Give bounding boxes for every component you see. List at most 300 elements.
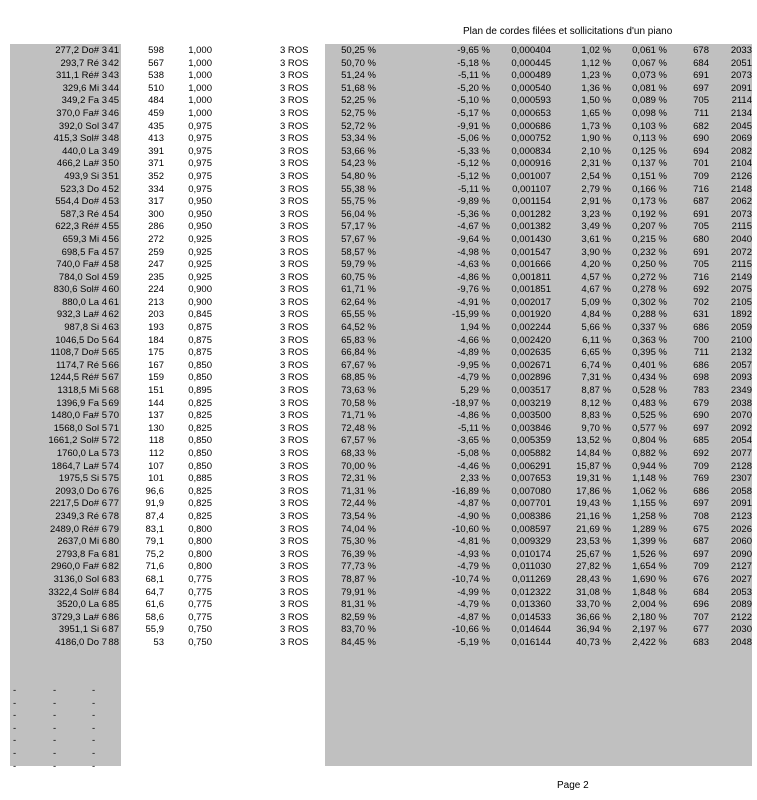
pct-b-cell: 1,526 % xyxy=(632,548,667,560)
empty-cell-dash: - xyxy=(13,710,17,722)
diameter-cell: 1,000 xyxy=(188,45,212,56)
key-number-cell: 82 xyxy=(108,561,119,573)
pct-a-cell: 2,79 % xyxy=(581,183,611,195)
key-number-cell: 68 xyxy=(108,385,119,397)
key-number-cell: 54 xyxy=(108,208,119,220)
deviation-cell: -4,87 % xyxy=(457,498,490,510)
pct-a-cell: 4,67 % xyxy=(581,284,611,296)
ratio-cell: 77,73 % xyxy=(341,561,376,573)
table-row xyxy=(0,259,757,272)
pct-b-cell: 0,067 % xyxy=(632,57,667,69)
diameter-cell: 0,800 xyxy=(188,561,212,573)
length-cell: 459 xyxy=(148,107,164,119)
key-number-cell: 63 xyxy=(108,322,119,334)
deviation-cell: -4,79 % xyxy=(457,561,490,573)
length-cell: 334 xyxy=(148,183,164,195)
diameter-cell: 0,975 xyxy=(188,158,212,170)
ratio-cell: 70,58 % xyxy=(341,397,376,409)
empty-cell-dash: - xyxy=(53,735,57,747)
freq-cell: 711 xyxy=(693,107,709,119)
empty-cell-dash: - xyxy=(53,747,57,759)
string-type-cell: 3 ROS xyxy=(280,233,309,245)
ratio-cell: 71,31 % xyxy=(341,485,376,497)
value-cell: 0,000445 xyxy=(511,57,551,69)
pct-b-cell: 0,434 % xyxy=(632,372,667,384)
key-number-cell: 59 xyxy=(108,271,119,283)
deviation-cell: -5,12 % xyxy=(457,158,490,170)
freq-cell: 697 xyxy=(693,82,709,94)
total-cell: 2058 xyxy=(730,485,752,497)
empty-cell-dash: - xyxy=(92,735,96,747)
deviation-cell: -4,86 % xyxy=(457,410,490,422)
pct-b-cell: 0,215 % xyxy=(632,233,667,245)
value-cell: 0,000653 xyxy=(511,107,551,119)
table-row xyxy=(0,549,757,562)
total-cell: 2048 xyxy=(730,636,752,648)
key-number-cell: 84 xyxy=(108,586,119,598)
key-number-cell: 41 xyxy=(108,45,119,56)
pct-a-cell: 5,66 % xyxy=(581,322,611,334)
length-cell: 247 xyxy=(148,259,164,271)
freq-cell: 708 xyxy=(693,510,709,522)
diameter-cell: 1,000 xyxy=(188,70,212,82)
note-cell: 1760,0 La 5 xyxy=(56,448,107,459)
ratio-cell: 64,52 % xyxy=(341,322,376,334)
deviation-cell: -4,99 % xyxy=(457,586,490,598)
pct-a-cell: 40,73 % xyxy=(576,636,611,648)
table-row xyxy=(0,171,757,184)
value-cell: 0,001282 xyxy=(511,208,551,220)
freq-cell: 783 xyxy=(693,385,709,397)
length-cell: 75,2 xyxy=(145,548,164,560)
total-cell: 2038 xyxy=(730,397,752,409)
total-cell: 2134 xyxy=(730,107,752,119)
value-cell: 0,003846 xyxy=(511,422,551,434)
key-number-cell: 57 xyxy=(108,246,119,258)
total-cell: 2115 xyxy=(731,221,752,233)
length-cell: 317 xyxy=(148,196,164,208)
key-number-cell: 58 xyxy=(108,259,119,271)
empty-cell-dash: - xyxy=(53,760,57,772)
total-cell: 2092 xyxy=(730,422,752,434)
deviation-cell: -4,87 % xyxy=(457,611,490,623)
pct-b-cell: 0,401 % xyxy=(632,359,667,371)
pct-a-cell: 4,57 % xyxy=(581,271,611,283)
diameter-cell: 0,775 xyxy=(188,573,212,585)
freq-cell: 707 xyxy=(693,611,709,623)
pct-b-cell: 0,113 % xyxy=(632,133,667,145)
diameter-cell: 0,875 xyxy=(188,322,212,334)
deviation-cell: -5,08 % xyxy=(457,448,490,459)
value-cell: 0,001547 xyxy=(511,246,551,258)
key-number-cell: 66 xyxy=(108,359,119,371)
table-row xyxy=(0,372,757,385)
key-number-cell: 55 xyxy=(108,221,119,233)
note-cell: 1568,0 Sol 5 xyxy=(53,422,107,434)
pct-b-cell: 0,137 % xyxy=(632,158,667,170)
table-row xyxy=(0,297,757,310)
key-number-cell: 88 xyxy=(108,636,119,648)
pct-b-cell: 0,272 % xyxy=(632,271,667,283)
pct-b-cell: 0,098 % xyxy=(632,107,667,119)
value-cell: 0,011269 xyxy=(512,573,551,585)
ratio-cell: 73,54 % xyxy=(341,510,376,522)
ratio-cell: 62,64 % xyxy=(341,296,376,308)
value-cell: 0,000540 xyxy=(511,82,551,94)
total-cell: 2033 xyxy=(730,45,752,56)
freq-cell: 696 xyxy=(693,599,709,611)
value-cell: 0,001107 xyxy=(512,183,551,195)
ratio-cell: 71,71 % xyxy=(341,410,376,422)
deviation-cell: -10,66 % xyxy=(451,624,490,636)
freq-cell: 678 xyxy=(693,45,709,56)
length-cell: 213 xyxy=(148,296,164,308)
table-row xyxy=(0,184,757,197)
empty-cell-dash: - xyxy=(13,697,17,709)
freq-cell: 694 xyxy=(693,145,709,157)
value-cell: 0,001430 xyxy=(511,233,551,245)
note-cell: 466,2 La# 3 xyxy=(56,158,107,170)
length-cell: 71,6 xyxy=(145,561,164,573)
deviation-cell: -4,98 % xyxy=(457,246,490,258)
total-cell: 2115 xyxy=(731,259,752,271)
string-type-cell: 3 ROS xyxy=(280,271,309,283)
table-row xyxy=(0,360,757,373)
note-cell: 1661,2 Sol# 5 xyxy=(48,435,107,447)
empty-cell-dash: - xyxy=(92,697,96,709)
freq-cell: 686 xyxy=(693,322,709,334)
length-cell: 484 xyxy=(148,95,164,107)
pct-b-cell: 0,250 % xyxy=(632,259,667,271)
key-number-cell: 83 xyxy=(108,573,119,585)
diameter-cell: 0,975 xyxy=(188,183,212,195)
value-cell: 0,009329 xyxy=(511,536,551,548)
note-cell: 1864,7 La# 5 xyxy=(51,460,107,472)
deviation-cell: -5,11 % xyxy=(457,70,490,82)
key-number-cell: 71 xyxy=(108,422,119,434)
string-type-cell: 3 ROS xyxy=(280,536,309,548)
ratio-cell: 52,25 % xyxy=(341,95,376,107)
ratio-cell: 82,59 % xyxy=(341,611,376,623)
note-cell: 523,3 Do 4 xyxy=(60,183,107,195)
note-cell: 493,9 Si 3 xyxy=(64,170,107,182)
length-cell: 371 xyxy=(148,158,164,170)
diameter-cell: 1,000 xyxy=(188,57,212,69)
key-number-cell: 48 xyxy=(108,133,119,145)
pct-a-cell: 4,84 % xyxy=(581,309,611,321)
total-cell: 2091 xyxy=(730,82,752,94)
value-cell: 0,000593 xyxy=(511,95,551,107)
pct-b-cell: 1,654 % xyxy=(632,561,667,573)
pct-a-cell: 1,23 % xyxy=(581,70,611,82)
total-cell: 2114 xyxy=(731,95,752,107)
freq-cell: 684 xyxy=(693,57,709,69)
key-number-cell: 47 xyxy=(108,120,119,132)
table-row xyxy=(0,612,757,625)
length-cell: 79,1 xyxy=(145,536,164,548)
freq-cell: 680 xyxy=(693,233,709,245)
note-cell: 2960,0 Fa# 6 xyxy=(51,561,107,573)
string-type-cell: 3 ROS xyxy=(280,170,309,182)
total-cell: 2089 xyxy=(730,599,752,611)
diameter-cell: 0,800 xyxy=(188,548,212,560)
freq-cell: 705 xyxy=(693,95,709,107)
key-number-cell: 86 xyxy=(108,611,119,623)
key-number-cell: 61 xyxy=(108,296,119,308)
freq-cell: 709 xyxy=(693,460,709,472)
note-cell: 2349,3 Ré 6 xyxy=(55,510,107,522)
total-cell: 2053 xyxy=(730,586,752,598)
pct-b-cell: 1,062 % xyxy=(632,485,667,497)
string-type-cell: 3 ROS xyxy=(280,70,309,82)
string-type-cell: 3 ROS xyxy=(280,208,309,220)
key-number-cell: 74 xyxy=(108,460,119,472)
page-title: Plan de cordes filées et sollicitations d'un piano xyxy=(463,26,673,37)
key-number-cell: 51 xyxy=(108,170,119,182)
string-type-cell: 3 ROS xyxy=(280,246,309,258)
string-type-cell: 3 ROS xyxy=(280,284,309,296)
pct-b-cell: 1,258 % xyxy=(632,510,667,522)
length-cell: 300 xyxy=(148,208,164,220)
key-number-cell: 81 xyxy=(108,548,119,560)
total-cell: 2030 xyxy=(730,624,752,636)
deviation-cell: 1,94 % xyxy=(460,322,490,334)
length-cell: 286 xyxy=(148,221,164,233)
empty-cell-dash: - xyxy=(92,685,96,696)
note-cell: 311,1 Ré# 3 xyxy=(55,70,107,82)
freq-cell: 701 xyxy=(693,158,709,170)
length-cell: 235 xyxy=(148,271,164,283)
empty-cell-dash: - xyxy=(92,747,96,759)
table-row xyxy=(0,561,757,574)
ratio-cell: 83,70 % xyxy=(341,624,376,636)
ratio-cell: 54,80 % xyxy=(341,170,376,182)
pct-a-cell: 1,36 % xyxy=(581,82,611,94)
deviation-cell: -9,89 % xyxy=(457,196,490,208)
note-cell: 392,0 Sol 3 xyxy=(58,120,107,132)
ratio-cell: 55,38 % xyxy=(341,183,376,195)
empty-cell-dash: - xyxy=(92,710,96,722)
key-number-cell: 70 xyxy=(108,410,119,422)
deviation-cell: -10,60 % xyxy=(451,523,490,535)
pct-a-cell: 19,43 % xyxy=(576,498,611,510)
freq-cell: 769 xyxy=(693,473,709,485)
freq-cell: 686 xyxy=(693,359,709,371)
table-row xyxy=(0,45,757,58)
deviation-cell: -9,76 % xyxy=(457,284,490,296)
total-cell: 2026 xyxy=(730,523,752,535)
pct-a-cell: 1,73 % xyxy=(581,120,611,132)
freq-cell: 631 xyxy=(693,309,709,321)
deviation-cell: 5,29 % xyxy=(460,385,490,397)
value-cell: 0,000686 xyxy=(511,120,551,132)
empty-cell-dash: - xyxy=(92,760,96,772)
pct-a-cell: 27,82 % xyxy=(576,561,611,573)
table-row xyxy=(0,587,757,600)
diameter-cell: 0,800 xyxy=(188,523,212,535)
string-type-cell: 3 ROS xyxy=(280,573,309,585)
length-cell: 87,4 xyxy=(145,510,164,522)
pct-a-cell: 5,09 % xyxy=(581,296,611,308)
deviation-cell: -9,65 % xyxy=(457,45,490,56)
freq-cell: 691 xyxy=(693,208,709,220)
key-number-cell: 50 xyxy=(108,158,119,170)
pct-a-cell: 21,16 % xyxy=(576,510,611,522)
length-cell: 193 xyxy=(148,322,164,334)
diameter-cell: 0,850 xyxy=(188,359,212,371)
empty-row xyxy=(0,735,757,748)
empty-cell-dash: - xyxy=(13,735,17,747)
length-cell: 91,9 xyxy=(145,498,164,510)
ratio-cell: 58,57 % xyxy=(341,246,376,258)
freq-cell: 705 xyxy=(693,221,709,233)
ratio-cell: 67,57 % xyxy=(341,435,376,447)
value-cell: 0,012322 xyxy=(511,586,551,598)
total-cell: 2073 xyxy=(730,208,752,220)
ratio-cell: 60,75 % xyxy=(341,271,376,283)
value-cell: 0,002420 xyxy=(511,334,551,346)
string-type-cell: 3 ROS xyxy=(280,183,309,195)
pct-b-cell: 0,483 % xyxy=(632,397,667,409)
table-row xyxy=(0,309,757,322)
string-type-cell: 3 ROS xyxy=(280,133,309,145)
diameter-cell: 0,825 xyxy=(188,410,212,422)
string-type-cell: 3 ROS xyxy=(280,586,309,598)
value-cell: 0,003219 xyxy=(511,397,551,409)
freq-cell: 709 xyxy=(693,561,709,573)
freq-cell: 690 xyxy=(693,410,709,422)
note-cell: 880,0 La 4 xyxy=(62,296,107,308)
diameter-cell: 1,000 xyxy=(188,107,212,119)
note-cell: 987,8 Si 4 xyxy=(64,322,107,334)
diameter-cell: 0,845 xyxy=(188,309,212,321)
diameter-cell: 0,750 xyxy=(188,624,212,636)
string-type-cell: 3 ROS xyxy=(280,95,309,107)
freq-cell: 697 xyxy=(693,498,709,510)
note-cell: 2637,0 Mi 6 xyxy=(57,536,107,548)
ratio-cell: 66,84 % xyxy=(341,347,376,359)
table-row xyxy=(0,234,757,247)
freq-cell: 698 xyxy=(693,372,709,384)
diameter-cell: 0,825 xyxy=(188,498,212,510)
length-cell: 224 xyxy=(148,284,164,296)
pct-b-cell: 0,804 % xyxy=(632,435,667,447)
empty-row xyxy=(0,685,757,698)
pct-b-cell: 0,395 % xyxy=(632,347,667,359)
deviation-cell: -4,89 % xyxy=(457,347,490,359)
total-cell: 2105 xyxy=(730,296,752,308)
ratio-cell: 53,66 % xyxy=(341,145,376,157)
freq-cell: 692 xyxy=(693,284,709,296)
freq-cell: 676 xyxy=(693,573,709,585)
pct-b-cell: 0,173 % xyxy=(632,196,667,208)
note-cell: 554,4 Do# 4 xyxy=(55,196,107,208)
pct-a-cell: 21,69 % xyxy=(576,523,611,535)
length-cell: 598 xyxy=(148,45,164,56)
pct-a-cell: 3,61 % xyxy=(581,233,611,245)
table-row xyxy=(0,133,757,146)
deviation-cell: -4,79 % xyxy=(457,372,490,384)
table-row xyxy=(0,284,757,297)
freq-cell: 711 xyxy=(693,347,709,359)
string-type-cell: 3 ROS xyxy=(280,498,309,510)
table-row xyxy=(0,196,757,209)
string-type-cell: 3 ROS xyxy=(280,347,309,359)
table-row xyxy=(0,95,757,108)
key-number-cell: 79 xyxy=(108,523,119,535)
freq-cell: 697 xyxy=(693,548,709,560)
pct-a-cell: 8,12 % xyxy=(581,397,611,409)
diameter-cell: 0,950 xyxy=(188,208,212,220)
ratio-cell: 59,79 % xyxy=(341,259,376,271)
pct-a-cell: 25,67 % xyxy=(576,548,611,560)
freq-cell: 692 xyxy=(693,448,709,459)
length-cell: 151 xyxy=(148,385,164,397)
pct-b-cell: 0,525 % xyxy=(632,410,667,422)
key-number-cell: 76 xyxy=(108,485,119,497)
pct-a-cell: 7,31 % xyxy=(581,372,611,384)
note-cell: 370,0 Fa# 3 xyxy=(56,107,107,119)
key-number-cell: 52 xyxy=(108,183,119,195)
diameter-cell: 0,750 xyxy=(188,636,212,648)
total-cell: 2127 xyxy=(730,561,752,573)
table-row xyxy=(0,524,757,537)
table-row xyxy=(0,146,757,159)
diameter-cell: 0,825 xyxy=(188,485,212,497)
length-cell: 118 xyxy=(148,435,164,447)
deviation-cell: -4,90 % xyxy=(457,510,490,522)
freq-cell: 716 xyxy=(693,271,709,283)
key-number-cell: 45 xyxy=(108,95,119,107)
note-cell: 293,7 Ré 3 xyxy=(60,57,107,69)
freq-cell: 687 xyxy=(693,196,709,208)
total-cell: 2122 xyxy=(730,611,752,623)
pct-a-cell: 23,53 % xyxy=(576,536,611,548)
table-row xyxy=(0,486,757,499)
ratio-cell: 76,39 % xyxy=(341,548,376,560)
value-cell: 0,005882 xyxy=(511,448,551,459)
pct-b-cell: 0,151 % xyxy=(632,170,667,182)
pct-b-cell: 0,125 % xyxy=(632,145,667,157)
ratio-cell: 74,04 % xyxy=(341,523,376,535)
key-number-cell: 78 xyxy=(108,510,119,522)
pct-b-cell: 0,192 % xyxy=(632,208,667,220)
string-type-cell: 3 ROS xyxy=(280,397,309,409)
ratio-cell: 75,30 % xyxy=(341,536,376,548)
table-row xyxy=(0,498,757,511)
string-type-cell: 3 ROS xyxy=(280,561,309,573)
ratio-cell: 54,23 % xyxy=(341,158,376,170)
pct-a-cell: 31,08 % xyxy=(576,586,611,598)
pct-a-cell: 6,65 % xyxy=(581,347,611,359)
deviation-cell: -10,74 % xyxy=(451,573,490,585)
freq-cell: 705 xyxy=(693,259,709,271)
pct-b-cell: 1,690 % xyxy=(632,573,667,585)
freq-cell: 691 xyxy=(693,246,709,258)
total-cell: 2027 xyxy=(730,573,752,585)
string-type-cell: 3 ROS xyxy=(280,334,309,346)
note-cell: 3520,0 La 6 xyxy=(56,599,107,611)
ratio-cell: 81,31 % xyxy=(341,599,376,611)
length-cell: 58,6 xyxy=(145,611,164,623)
value-cell: 0,001811 xyxy=(512,271,551,283)
pct-a-cell: 6,11 % xyxy=(582,334,611,346)
freq-cell: 700 xyxy=(693,334,709,346)
deviation-cell: -5,36 % xyxy=(457,208,490,220)
table-row xyxy=(0,511,757,524)
key-number-cell: 56 xyxy=(108,233,119,245)
key-number-cell: 75 xyxy=(108,473,119,485)
